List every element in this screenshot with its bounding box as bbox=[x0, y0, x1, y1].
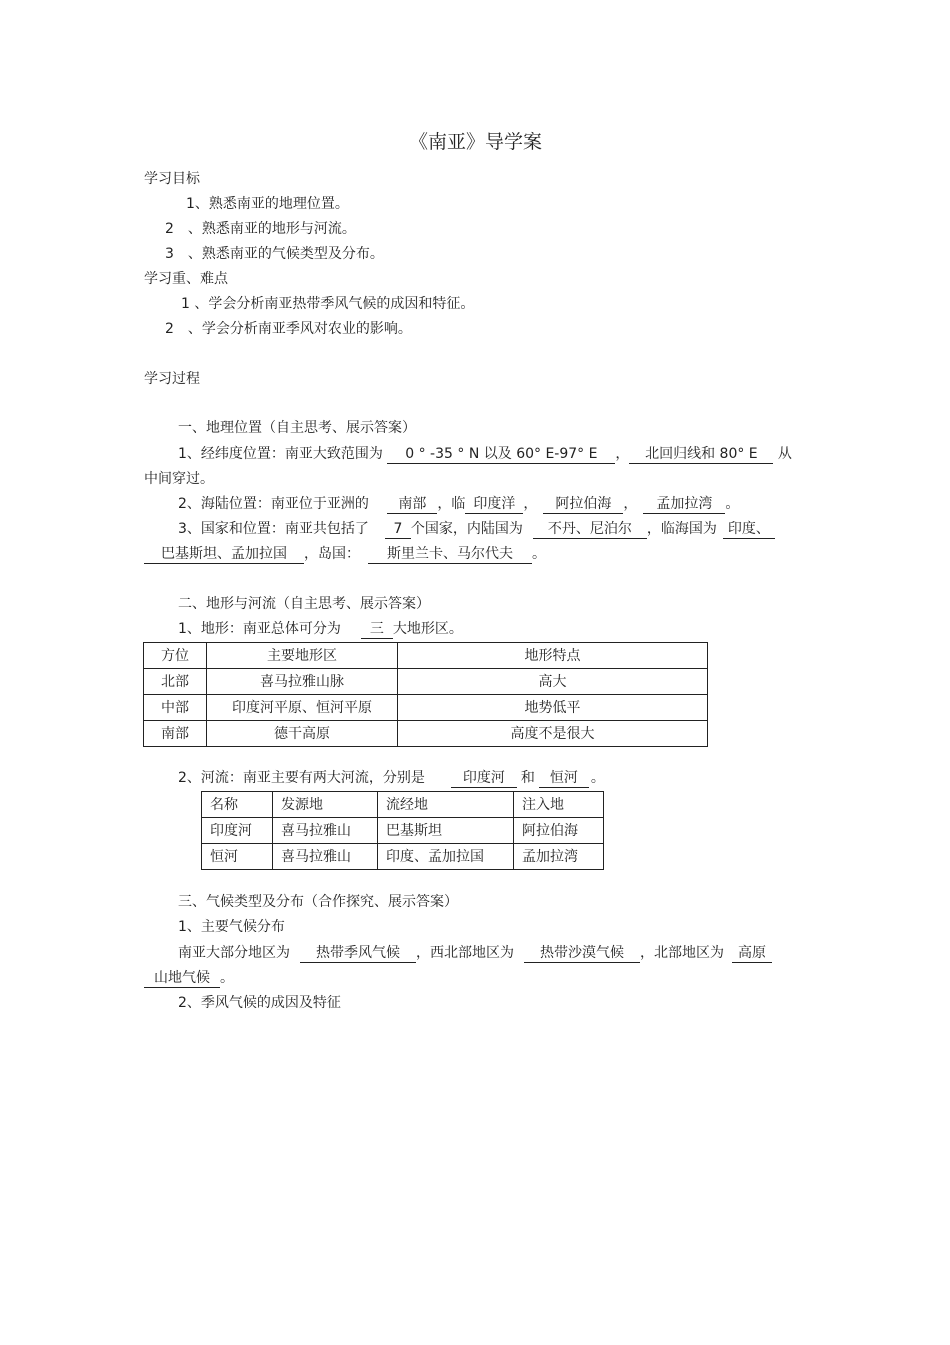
table-cell: 德干高原 bbox=[207, 721, 398, 747]
table-header-cell: 注入地 bbox=[514, 792, 604, 818]
s1-q1-suffix: 从 bbox=[777, 446, 792, 462]
table-row bbox=[144, 721, 708, 747]
table-header-row bbox=[144, 643, 708, 669]
table-header-cell: 流经地 bbox=[378, 792, 514, 818]
table-cell: 喜马拉雅山 bbox=[273, 818, 378, 844]
table-row bbox=[144, 669, 708, 695]
s1-q1-blank1: 0 ° -35 ° N 以及 60° E-97° E bbox=[387, 446, 615, 464]
table-cell: 南部 bbox=[144, 721, 207, 747]
table-header-cell: 方位 bbox=[144, 643, 207, 669]
s3-line-suffix: 。 bbox=[220, 970, 234, 986]
s1-q3-mid3: ，岛国： bbox=[304, 546, 360, 562]
s2-q2-blank2: 恒河 bbox=[539, 770, 589, 788]
river-table bbox=[201, 791, 604, 870]
table-header-cell: 主要地形区 bbox=[207, 643, 398, 669]
table-cell: 北部 bbox=[144, 669, 207, 695]
objective-item: 2 、熟悉南亚的地形与河流。 bbox=[165, 221, 356, 237]
table-row bbox=[144, 695, 708, 721]
table-cell: 高度不是很大 bbox=[398, 721, 708, 747]
s1-q2-prefix: 2、海陆位置：南亚位于亚洲的 bbox=[178, 496, 369, 512]
s2-q1-suffix: 大地形区。 bbox=[392, 621, 463, 637]
s1-q1-mid: ， bbox=[615, 446, 630, 462]
s1-q3-prefix: 3、国家和位置：南亚共包括了 bbox=[178, 521, 369, 537]
s1-q3-blank1: 7 bbox=[385, 521, 411, 539]
s1-q2-blank1: 南部 bbox=[387, 496, 437, 514]
s1-q1 bbox=[178, 445, 792, 464]
table-header-cell: 名称 bbox=[202, 792, 273, 818]
s1-q3-blank3b: 巴基斯坦、孟加拉国 bbox=[144, 546, 304, 564]
objectives-heading: 学习目标 bbox=[144, 171, 200, 187]
table-cell: 巴基斯坦 bbox=[378, 818, 514, 844]
table-cell: 中部 bbox=[144, 695, 207, 721]
s3-line-mid2: ，北部地区为 bbox=[640, 945, 724, 961]
s2-q2-blank1: 印度河 bbox=[451, 770, 517, 788]
s3-line bbox=[178, 944, 772, 963]
s1-q2-blank4: 孟加拉湾 bbox=[643, 496, 725, 514]
s3-blank1: 热带季风气候 bbox=[300, 945, 416, 963]
s3-line-mid1: ，西北部地区为 bbox=[416, 945, 514, 961]
s1-q2-suffix: 。 bbox=[725, 496, 740, 512]
table-cell: 喜马拉雅山脉 bbox=[207, 669, 398, 695]
s1-q3-line2 bbox=[144, 545, 546, 564]
objective-item: 3 、熟悉南亚的气候类型及分布。 bbox=[165, 246, 384, 262]
table-header-cell: 发源地 bbox=[273, 792, 378, 818]
s2-q1-prefix: 1、地形：南亚总体可分为 bbox=[178, 621, 341, 637]
s1-q1-blank2: 北回归线和 80° E bbox=[629, 446, 773, 464]
table-header-row bbox=[202, 792, 604, 818]
s1-q2-mid1: ，临 bbox=[437, 496, 466, 512]
s1-q2-blank3: 阿拉伯海 bbox=[543, 496, 623, 514]
section1-heading: 一、地理位置（自主思考、展示答案） bbox=[178, 420, 416, 436]
table-cell: 印度河 bbox=[202, 818, 273, 844]
table-cell: 高大 bbox=[398, 669, 708, 695]
s3-line2 bbox=[144, 969, 234, 988]
s1-q1-prefix: 1、经纬度位置：南亚大致范围为 bbox=[178, 446, 383, 462]
table-header-cell: 地形特点 bbox=[398, 643, 708, 669]
s2-q2 bbox=[178, 769, 605, 788]
s3-blank3a: 高原 bbox=[732, 945, 772, 963]
table-row bbox=[202, 844, 604, 870]
key-points-heading: 学习重、难点 bbox=[144, 271, 228, 287]
section2-heading: 二、地形与河流（自主思考、展示答案） bbox=[178, 596, 430, 612]
page-title: 《南亚》导学案 bbox=[409, 131, 543, 153]
s3-blank2: 热带沙漠气候 bbox=[524, 945, 640, 963]
s1-q2-blank2: 印度洋 bbox=[465, 496, 523, 514]
s1-q3-blank2: 不丹、尼泊尔 bbox=[533, 521, 647, 539]
s2-q2-mid: 和 bbox=[520, 770, 535, 786]
process-heading: 学习过程 bbox=[144, 371, 200, 387]
s1-q2-mid3: ， bbox=[623, 496, 638, 512]
s1-q2 bbox=[178, 495, 739, 514]
s1-q2-mid2: ， bbox=[523, 496, 538, 512]
s1-q3-blank3a: 印度、 bbox=[723, 521, 775, 539]
terrain-table bbox=[143, 642, 708, 747]
s3-line-prefix: 南亚大部分地区为 bbox=[178, 945, 290, 961]
table-cell: 印度河平原、恒河平原 bbox=[207, 695, 398, 721]
s1-q3-blank4: 斯里兰卡、马尔代夫 bbox=[368, 546, 532, 564]
table-cell: 喜马拉雅山 bbox=[273, 844, 378, 870]
s2-q1 bbox=[178, 620, 463, 639]
table-cell: 阿拉伯海 bbox=[514, 818, 604, 844]
objective-item: 1、熟悉南亚的地理位置。 bbox=[186, 196, 349, 212]
table-row bbox=[202, 818, 604, 844]
s1-q3-suffix: 。 bbox=[532, 546, 546, 562]
s1-q1-line2: 中间穿过。 bbox=[144, 471, 214, 487]
key-point-item: 1 、学会分析南亚热带季风气候的成因和特征。 bbox=[181, 296, 475, 312]
s2-q2-suffix: 。 bbox=[590, 770, 605, 786]
table-cell: 地势低平 bbox=[398, 695, 708, 721]
s1-q3-mid1: 个国家，内陆国为 bbox=[410, 521, 523, 537]
table-cell: 印度、孟加拉国 bbox=[378, 844, 514, 870]
table-cell: 孟加拉湾 bbox=[514, 844, 604, 870]
section3-heading: 三、气候类型及分布（合作探究、展示答案） bbox=[178, 894, 458, 910]
s1-q3-mid2: ，临海国为 bbox=[646, 521, 717, 537]
key-point-item: 2 、学会分析南亚季风对农业的影响。 bbox=[165, 321, 412, 337]
s2-q2-prefix: 2、河流：南亚主要有两大河流，分别是 bbox=[178, 770, 425, 786]
s1-q3 bbox=[178, 520, 775, 539]
s3-blank3b: 山地气候 bbox=[144, 970, 220, 988]
s3-sub1: 1、主要气候分布 bbox=[178, 919, 285, 935]
table-cell: 恒河 bbox=[202, 844, 273, 870]
s3-sub2: 2、季风气候的成因及特征 bbox=[178, 995, 341, 1011]
s2-q1-blank: 三 bbox=[361, 621, 393, 639]
